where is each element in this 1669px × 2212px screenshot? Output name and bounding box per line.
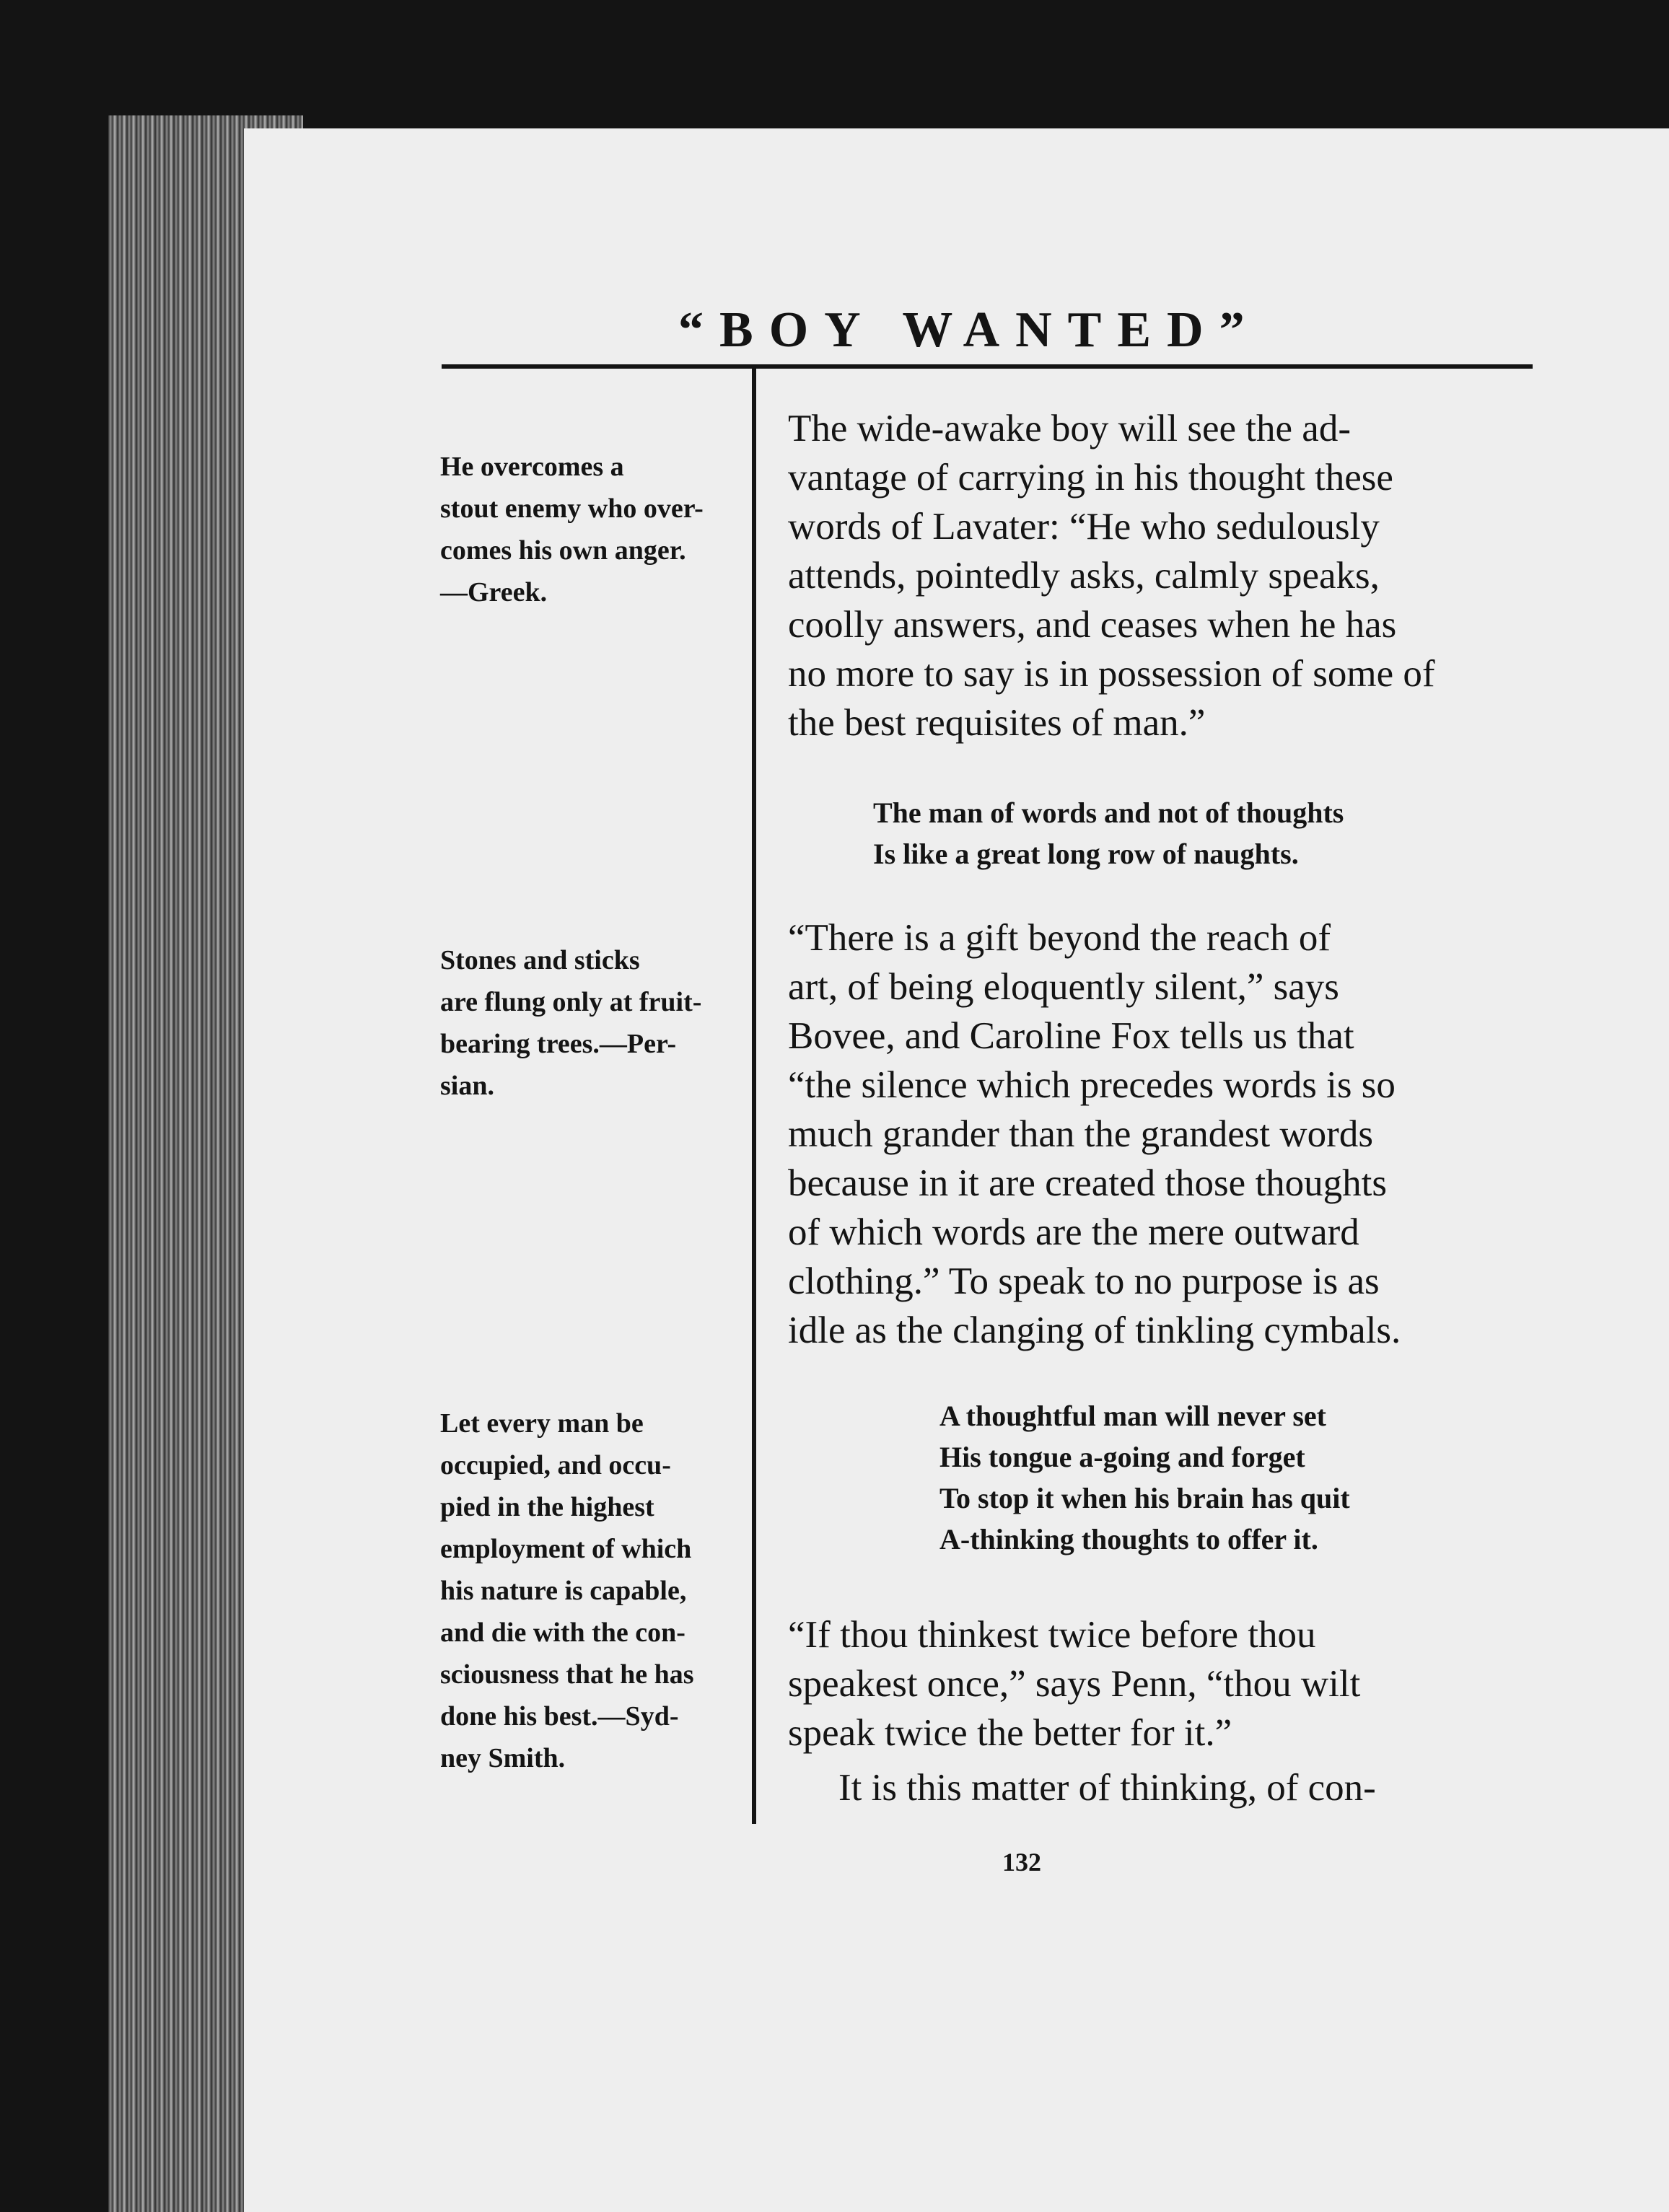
page-number: 132 <box>1002 1848 1041 1877</box>
paragraph-penn: “If thou thinkest twice before thou speakest once,” says Penn, “thou wilt speak twice the better for it.” <box>788 1614 1361 1754</box>
margin-quote-greek: He overcomes a stout enemy who over- comes his own anger. —Greek. <box>440 452 704 607</box>
running-title: “BOY WANTED” <box>678 302 1261 358</box>
paragraph-lavater: The wide-awake boy will see the ad- vantage of carrying in his thought these words of Lavater: “He who sedulously attends, pointedly asks, calmly speaks, coolly answers, and ceases when he has no more to say is in possession of some of the best requisites of man.” <box>788 408 1435 744</box>
verse-words-and-thoughts: The man of words and not of thoughts Is like a great long row of naughts. <box>873 796 1344 870</box>
verse-thoughtful-man: A thoughtful man will never set His tongue a-going and forget To stop it when his brain has quit A-thinking thoughts to offer it. <box>939 1400 1350 1555</box>
header-rule <box>442 364 1533 369</box>
margin-quote-sydney-smith: Let every man be occupied, and occu- pied in the highest employment of which his nature is capable, and die with the con- sciousness that he has done his best.—Syd- ney Smith. <box>440 1408 694 1773</box>
paragraph-eloquent-silence: “There is a gift beyond the reach of art, of being eloquently silent,” says Bovee, and Caroline Fox tells us that “the silence which precedes words is so much grander than the grandest words because in it are created those thoughts of which words are the mere outward clothing.” To speak to no purpose is as idle as the clanging of tinkling cymbals. <box>788 917 1401 1351</box>
margin-quote-persian: Stones and sticks are flung only at fruit- bearing trees.—Per- sian. <box>440 945 702 1101</box>
paragraph-thinking: It is this matter of thinking, of con- <box>838 1767 1376 1809</box>
